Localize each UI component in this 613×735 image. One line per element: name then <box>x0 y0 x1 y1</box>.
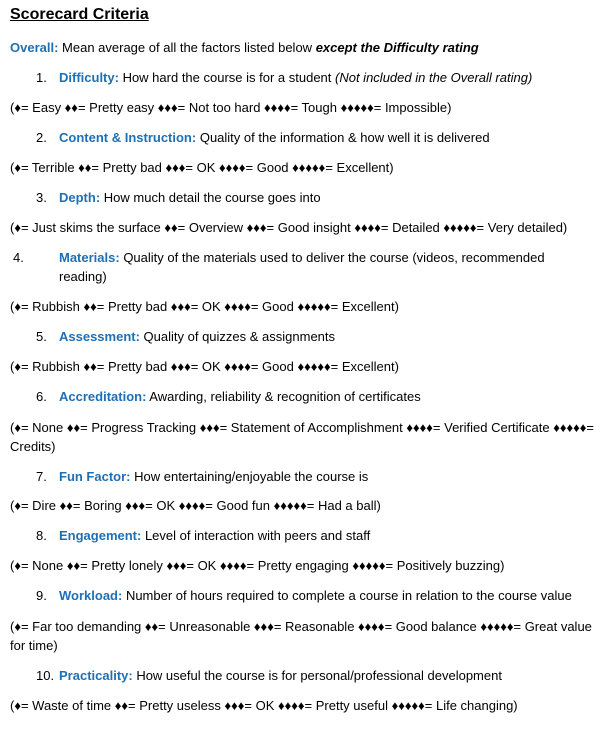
criterion-number: 4. <box>13 250 24 265</box>
criterion-description: How entertaining/enjoyable the course is <box>130 469 369 484</box>
overall-label: Overall: <box>10 40 59 55</box>
criterion-description: How much detail the course goes into <box>100 190 321 205</box>
criterion-assessment <box>36 327 596 346</box>
criterion-description: Quality of quizzes & assignments <box>139 329 336 344</box>
overall-emphasis: except the Difficulty rating <box>315 40 479 55</box>
criterion-note: (Not included in the Overall rating) <box>335 70 533 85</box>
overall-text: Mean average of all the factors listed below <box>58 40 316 55</box>
criterion-number: 9. <box>36 588 47 603</box>
criterion-name: Engagement: <box>59 528 142 543</box>
overall-definition <box>10 40 479 55</box>
criterion-accreditation <box>36 387 596 406</box>
criterion-depth <box>36 188 596 207</box>
criterion-name: Depth: <box>59 190 101 205</box>
criterion-number: 3. <box>36 190 47 205</box>
criterion-name: Difficulty: <box>59 70 119 85</box>
scale-accreditation: (♦= None ♦♦= Progress Tracking ♦♦♦= Statement of Accomplishment ♦♦♦♦= Verified Certificate ♦♦♦♦♦= Credits) <box>10 420 594 454</box>
criterion-number: 8. <box>36 528 47 543</box>
criterion-number: 6. <box>36 389 47 404</box>
scale-materials: (♦= Rubbish ♦♦= Pretty bad ♦♦♦= OK ♦♦♦♦= Good ♦♦♦♦♦= Excellent) <box>10 299 399 314</box>
criterion-name: Assessment: <box>59 329 140 344</box>
criterion-number: 5. <box>36 329 47 344</box>
scale-engagement: (♦= None ♦♦= Pretty lonely ♦♦♦= OK ♦♦♦♦= Pretty engaging ♦♦♦♦♦= Positively buzzing) <box>10 558 505 573</box>
criterion-content-instruction <box>36 128 596 147</box>
criterion-number: 7. <box>36 469 47 484</box>
criterion-name: Content & Instruction: <box>59 130 197 145</box>
scale-difficulty: (♦= Easy ♦♦= Pretty easy ♦♦♦= Not too hard ♦♦♦♦= Tough ♦♦♦♦♦= Impossible) <box>10 100 452 115</box>
page-title: Scorecard Criteria <box>10 6 149 23</box>
criterion-description: Number of hours required to complete a course in relation to the course value <box>122 588 572 603</box>
criterion-engagement <box>36 526 596 545</box>
criterion-description: Quality of the materials used to deliver the course (videos, recommended reading) <box>59 250 545 284</box>
criterion-practicality <box>36 666 596 685</box>
criterion-fun-factor <box>36 467 596 486</box>
criterion-materials <box>13 248 594 286</box>
criterion-difficulty <box>36 68 596 87</box>
criterion-description: Level of interaction with peers and staff <box>141 528 371 543</box>
criterion-name: Fun Factor: <box>59 469 131 484</box>
scale-fun-factor: (♦= Dire ♦♦= Boring ♦♦♦= OK ♦♦♦♦= Good fun ♦♦♦♦♦= Had a ball) <box>10 498 381 513</box>
scale-practicality: (♦= Waste of time ♦♦= Pretty useless ♦♦♦= OK ♦♦♦♦= Pretty useful ♦♦♦♦♦= Life changing) <box>10 698 518 713</box>
scale-assessment: (♦= Rubbish ♦♦= Pretty bad ♦♦♦= OK ♦♦♦♦= Good ♦♦♦♦♦= Excellent) <box>10 359 399 374</box>
scale-workload: (♦= Far too demanding ♦♦= Unreasonable ♦♦♦= Reasonable ♦♦♦♦= Good balance ♦♦♦♦♦= Great value for time) <box>10 619 592 653</box>
criterion-description: How useful the course is for personal/professional development <box>132 668 502 683</box>
scale-content-instruction: (♦= Terrible ♦♦= Pretty bad ♦♦♦= OK ♦♦♦♦= Good ♦♦♦♦♦= Excellent) <box>10 160 394 175</box>
criterion-description: Quality of the information & how well it is delivered <box>196 130 490 145</box>
criterion-name: Materials: <box>59 250 120 265</box>
criterion-workload <box>36 586 596 605</box>
scale-depth: (♦= Just skims the surface ♦♦= Overview ♦♦♦= Good insight ♦♦♦♦= Detailed ♦♦♦♦♦= Very detailed) <box>10 220 568 235</box>
criterion-number: 10. <box>36 668 55 683</box>
criterion-name: Workload: <box>59 588 123 603</box>
criterion-number: 2. <box>36 130 47 145</box>
criterion-name: Practicality: <box>59 668 133 683</box>
criterion-description: How hard the course is for a student <box>118 70 336 85</box>
criterion-name: Accreditation: <box>59 389 147 404</box>
criterion-number: 1. <box>36 70 47 85</box>
criterion-description: Awarding, reliability & recognition of certificates <box>146 389 421 404</box>
